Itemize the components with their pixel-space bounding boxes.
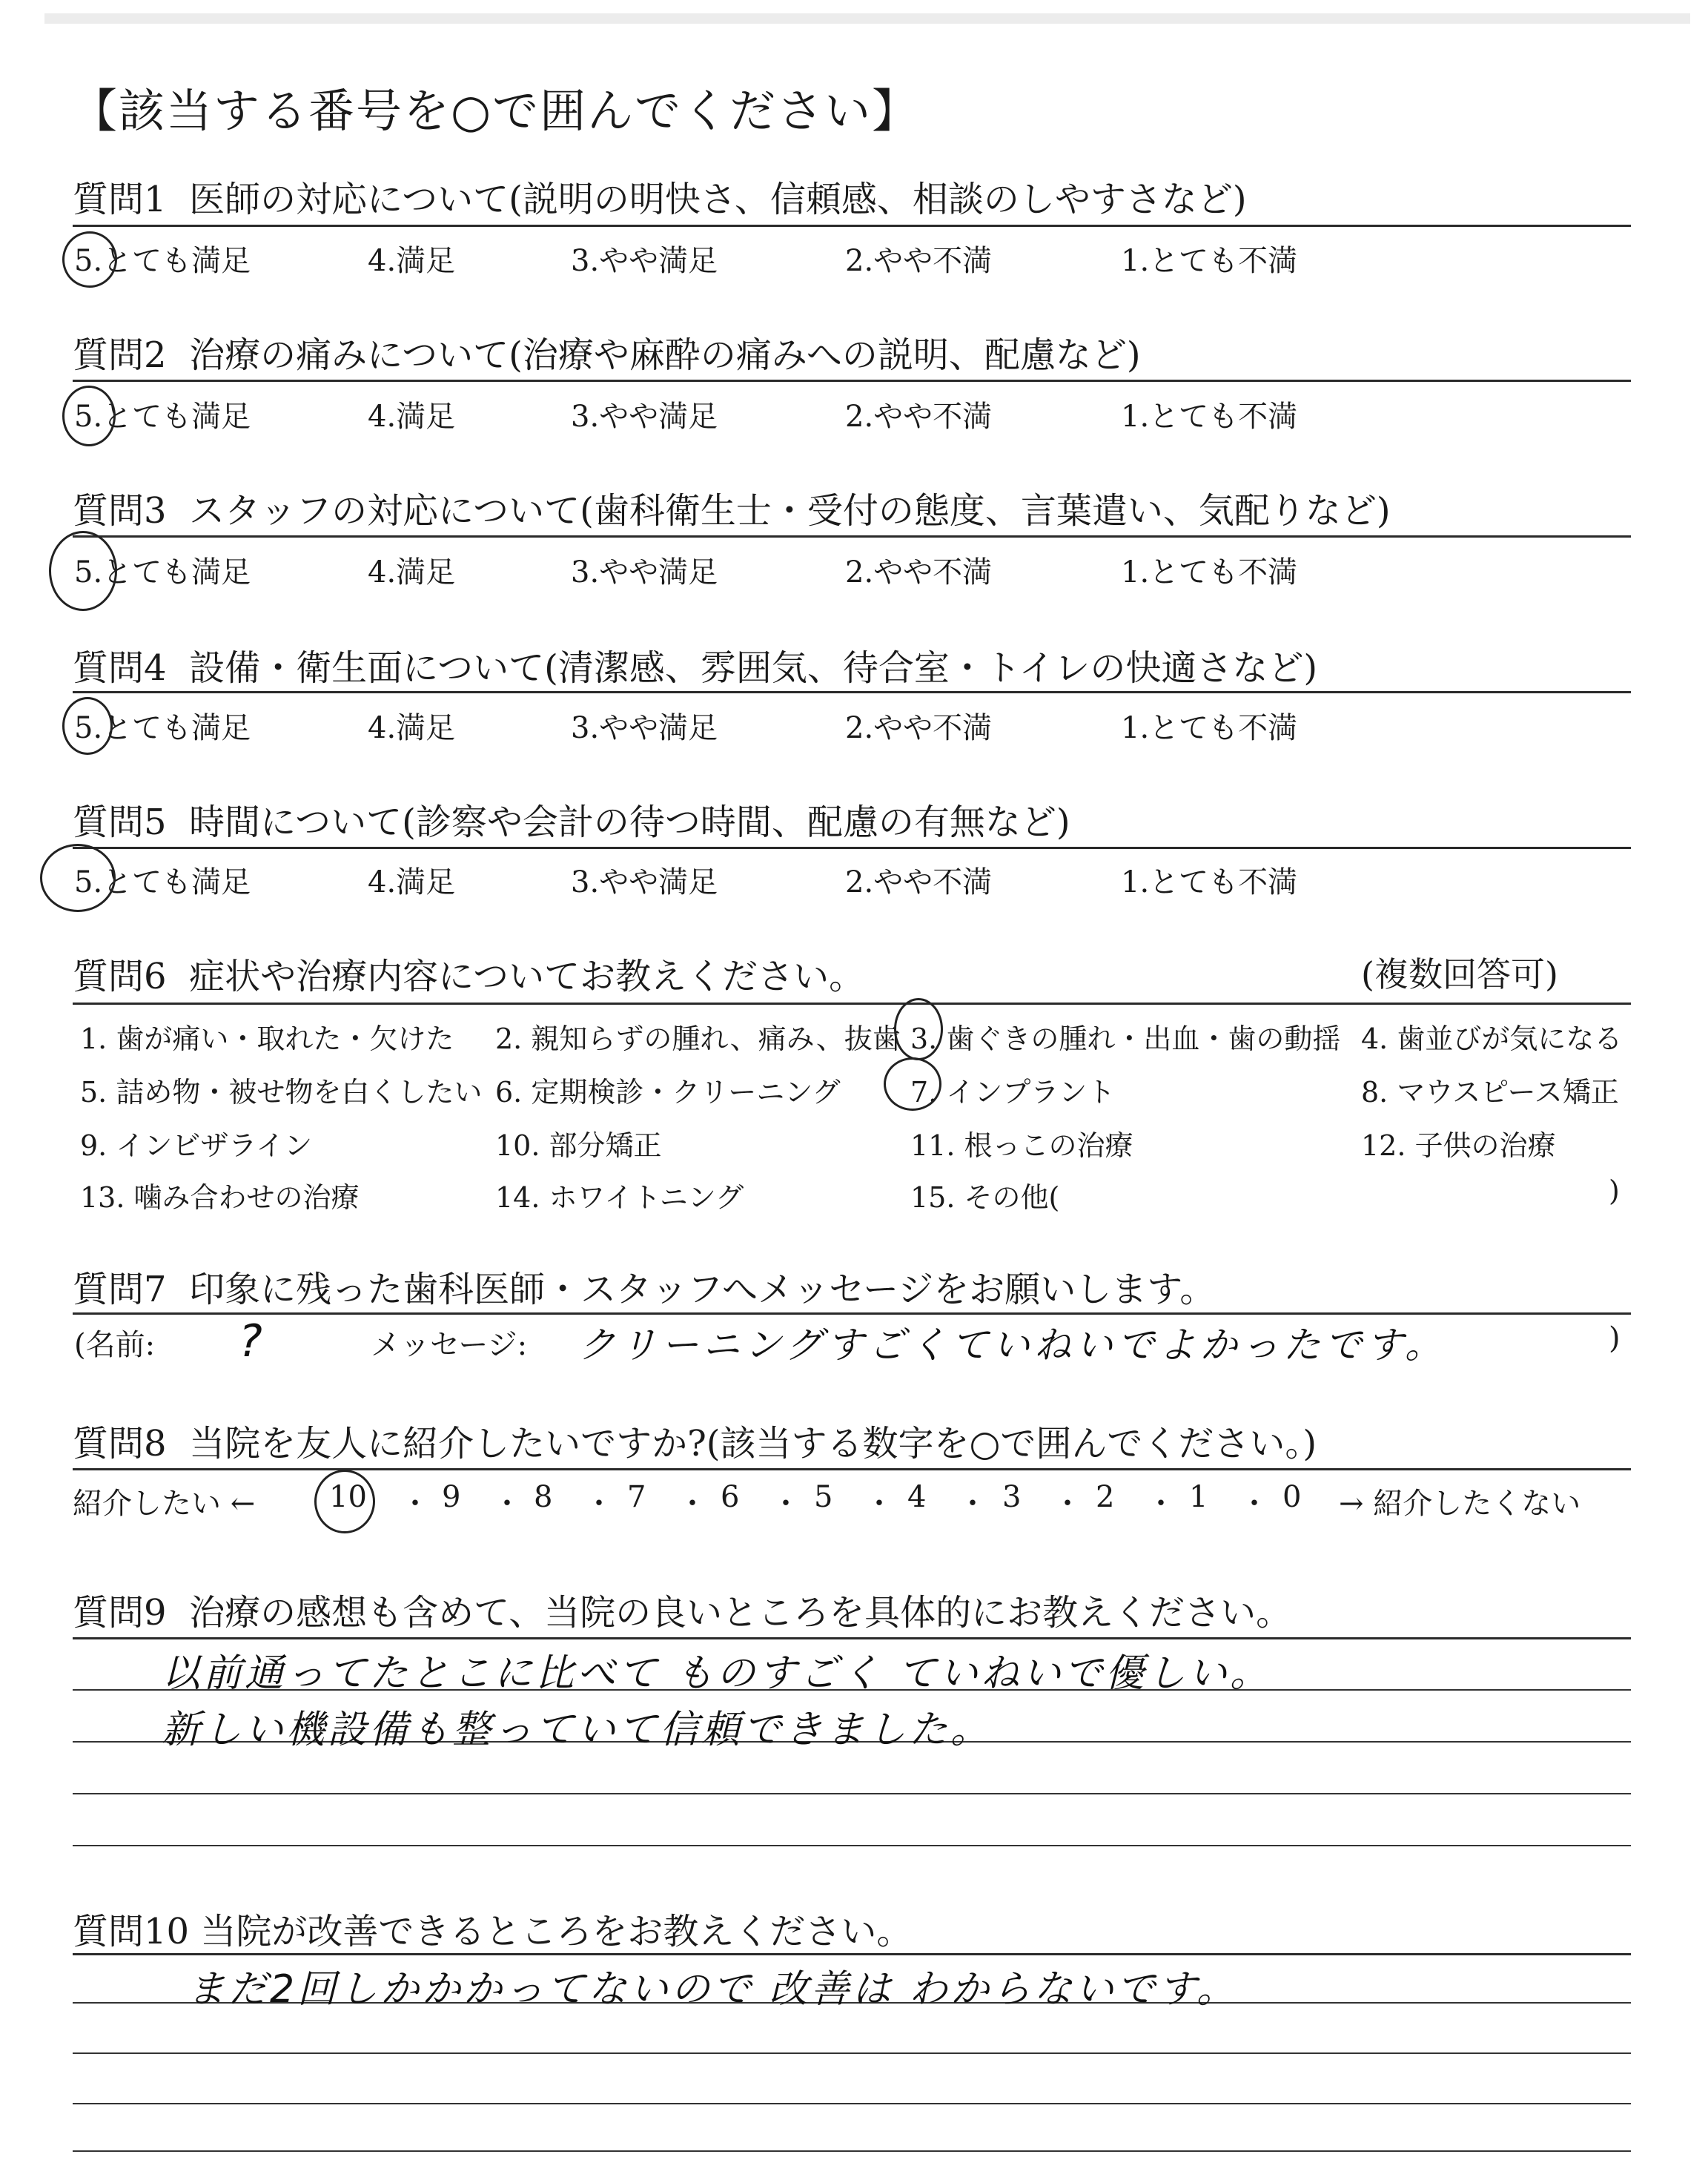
q8-rule [73,1468,1631,1470]
q3-selection-circle [49,531,117,611]
q9-answer-line-1[interactable]: 以前通ってたとこに比べて ものすごく ていねいで優しい。 [162,1651,1272,1696]
q4-option-2[interactable]: 2.やや不満 [845,711,993,745]
q5-option-5[interactable]: 5.とても満足 [74,865,251,899]
q8-scale-dot: ・ [1053,1487,1082,1521]
q5-option-1[interactable]: 1.とても不満 [1121,865,1298,899]
q6-option-10[interactable]: 10. 部分矯正 [495,1129,662,1162]
q8-scale-2[interactable]: 2 [1096,1480,1115,1514]
q10-text: 当院が改善できるところをお教えください。 [200,1911,913,1952]
q9-answer-line [73,1793,1631,1794]
q4-selection-circle [62,697,113,755]
q8-scale-4[interactable]: 4 [907,1480,927,1514]
q3-text: スタッフの対応について(歯科衛生士・受付の態度、言葉遣い、気配りなど) [189,490,1391,532]
q8-scale-9[interactable]: 9 [442,1480,461,1514]
q2-option-3[interactable]: 3.やや満足 [571,400,718,434]
q7-name-value[interactable]: ? [239,1315,262,1367]
q1-option-2[interactable]: 2.やや不満 [845,244,993,278]
q2-label: 質問2 [73,334,167,376]
q10-label: 質問10 [73,1911,190,1952]
q2-option-1[interactable]: 1.とても不満 [1121,400,1298,434]
q3-option-1[interactable]: 1.とても不満 [1121,555,1298,589]
q9-text: 治療の感想も含めて、当院の良いところを具体的にお教えください。 [189,1592,1292,1634]
q4-option-4[interactable]: 4.満足 [368,711,456,745]
q6-option-5[interactable]: 5. 詰め物・被せ物を白くしたい [80,1076,483,1109]
q5-selection-circle [40,844,116,912]
q8-scale-8[interactable]: 8 [534,1480,553,1514]
q5-text: 時間について(診察や会計の待つ時間、配慮の有無など) [189,802,1070,843]
q8-header [73,1415,1317,1466]
q6-option-7[interactable]: 7. インプラント [910,1076,1116,1109]
q7-label: 質問7 [73,1269,167,1310]
q8-scale-dot: ・ [492,1487,522,1521]
q6-option-3[interactable]: 3. 歯ぐきの腫れ・出血・歯の動揺 [910,1023,1341,1055]
q8-right-label: → 紹介したくない [1339,1487,1581,1521]
q6-option-1[interactable]: 1. 歯が痛い・取れた・欠けた [80,1023,454,1055]
q10-answer-line [73,2052,1631,2054]
q7-name-label: (名前: [74,1328,156,1362]
q6-selection-circle-3 [894,998,943,1060]
q6-option-8[interactable]: 8. マウスピース矯正 [1361,1076,1619,1109]
q8-scale-5[interactable]: 5 [814,1480,833,1514]
q3-header [73,482,1391,533]
q5-option-3[interactable]: 3.やや満足 [571,865,718,899]
q10-rule [73,1953,1631,1955]
q8-scale-6[interactable]: 6 [721,1480,740,1514]
q7-close-paren: ) [1609,1321,1621,1355]
q1-header [73,171,1247,222]
form-title: 【該当する番号を○で囲んでください】 [71,84,920,138]
q6-option-12[interactable]: 12. 子供の治療 [1361,1129,1556,1162]
q10-header [73,1903,912,1954]
q4-text: 設備・衛生面について(清潔感、雰囲気、待合室・トイレの快適さなど) [189,647,1318,689]
q7-message-label: メッセージ: [371,1328,528,1362]
q8-left-label: 紹介したい ← [73,1487,256,1521]
q6-option-11[interactable]: 11. 根っこの治療 [910,1129,1133,1162]
q4-option-5[interactable]: 5.とても満足 [74,711,251,745]
q9-header [73,1584,1291,1635]
q6-selection-circle-7 [884,1057,941,1111]
q3-option-2[interactable]: 2.やや不満 [845,555,993,589]
q8-scale-dot: ・ [584,1487,614,1521]
q6-option-15[interactable]: 15. その他( [910,1181,1060,1214]
q8-scale-1[interactable]: 1 [1189,1480,1208,1514]
q5-rule [73,847,1631,849]
scan-top-band [44,13,1690,24]
q8-selection-circle [314,1470,375,1533]
q8-label: 質問8 [73,1423,167,1464]
q9-rule [73,1637,1631,1639]
q3-option-3[interactable]: 3.やや満足 [571,555,718,589]
q3-option-5[interactable]: 5.とても満足 [74,555,251,589]
q1-label: 質問1 [73,179,167,220]
q7-text: 印象に残った歯科医師・スタッフへメッセージをお願いします。 [189,1269,1216,1310]
q1-rule [73,225,1631,227]
q4-rule [73,691,1631,693]
q6-option-6[interactable]: 6. 定期検診・クリーニング [495,1076,841,1109]
q8-scale-0[interactable]: 0 [1282,1480,1302,1514]
q1-text: 医師の対応について(説明の明快さ、信頼感、相談のしやすさなど) [189,179,1247,220]
q2-option-5[interactable]: 5.とても満足 [74,400,251,434]
q8-text: 当院を友人に紹介したいですか?(該当する数字を○で囲んでください。) [189,1423,1317,1464]
q6-label: 質問6 [73,956,167,997]
q4-option-1[interactable]: 1.とても不満 [1121,711,1298,745]
q8-scale-dot: ・ [1146,1487,1176,1521]
q8-scale-dot: ・ [771,1487,801,1521]
q6-option-4[interactable]: 4. 歯並びが気になる [1361,1023,1623,1055]
q2-option-2[interactable]: 2.やや不満 [845,400,993,434]
q8-scale-3[interactable]: 3 [1002,1480,1022,1514]
q10-answer-line-1[interactable]: まだ2回しかかかってないので 改善は わからないです。 [187,1967,1238,2012]
q3-option-4[interactable]: 4.満足 [368,555,456,589]
q1-option-3[interactable]: 3.やや満足 [571,244,718,278]
q10-answer-line [73,2150,1631,2152]
q8-scale-7[interactable]: 7 [627,1480,646,1514]
q6-text: 症状や治療内容についてお教えください。 [189,956,865,997]
q1-option-4[interactable]: 4.満足 [368,244,456,278]
q6-option-15-close: ) [1609,1175,1620,1207]
q2-selection-circle [62,386,116,446]
q6-option-9[interactable]: 9. インビザライン [80,1129,313,1162]
q8-scale-dot: ・ [678,1487,707,1521]
q10-answer-line [73,2103,1631,2104]
q2-option-4[interactable]: 4.満足 [368,400,456,434]
q9-answer-line [73,1845,1631,1846]
q2-text: 治療の痛みについて(治療や麻酔の痛みへの説明、配慮など) [189,334,1141,376]
q2-rule [73,380,1631,382]
q7-message-value[interactable]: クリーニングすごくていねいでよかったです。 [578,1324,1446,1367]
q1-selection-circle [62,231,117,288]
q6-note: (複数回答可) [1361,954,1558,994]
q4-option-3[interactable]: 3.やや満足 [571,711,718,745]
q8-scale-dot: ・ [1239,1487,1269,1521]
q9-answer-line-2[interactable]: 新しい機設備も整っていて信頼できました。 [162,1708,993,1752]
q8-scale-dot: ・ [864,1487,894,1521]
q1-option-5[interactable]: 5.とても満足 [74,244,251,278]
q5-option-4[interactable]: 4.満足 [368,865,456,899]
q3-rule [73,535,1631,538]
q8-scale-dot: ・ [958,1487,987,1521]
q8-scale-10[interactable]: 10 [329,1480,367,1514]
q3-label: 質問3 [73,490,167,532]
q7-header [73,1261,1215,1312]
q5-label: 質問5 [73,802,167,843]
q7-rule [73,1312,1631,1315]
q2-header [73,326,1141,377]
q6-option-14[interactable]: 14. ホワイトニング [495,1181,744,1214]
q5-header [73,793,1070,845]
q6-rule [73,1003,1631,1005]
q4-header [73,639,1317,690]
q6-header [73,948,864,999]
q9-label: 質問9 [73,1592,167,1634]
q4-label: 質問4 [73,647,167,689]
q8-scale-dot: ・ [400,1487,430,1521]
q1-option-1[interactable]: 1.とても不満 [1121,244,1298,278]
q5-option-2[interactable]: 2.やや不満 [845,865,993,899]
q6-option-2[interactable]: 2. 親知らずの腫れ、痛み、抜歯 [495,1023,901,1055]
q6-option-13[interactable]: 13. 噛み合わせの治療 [80,1181,360,1214]
